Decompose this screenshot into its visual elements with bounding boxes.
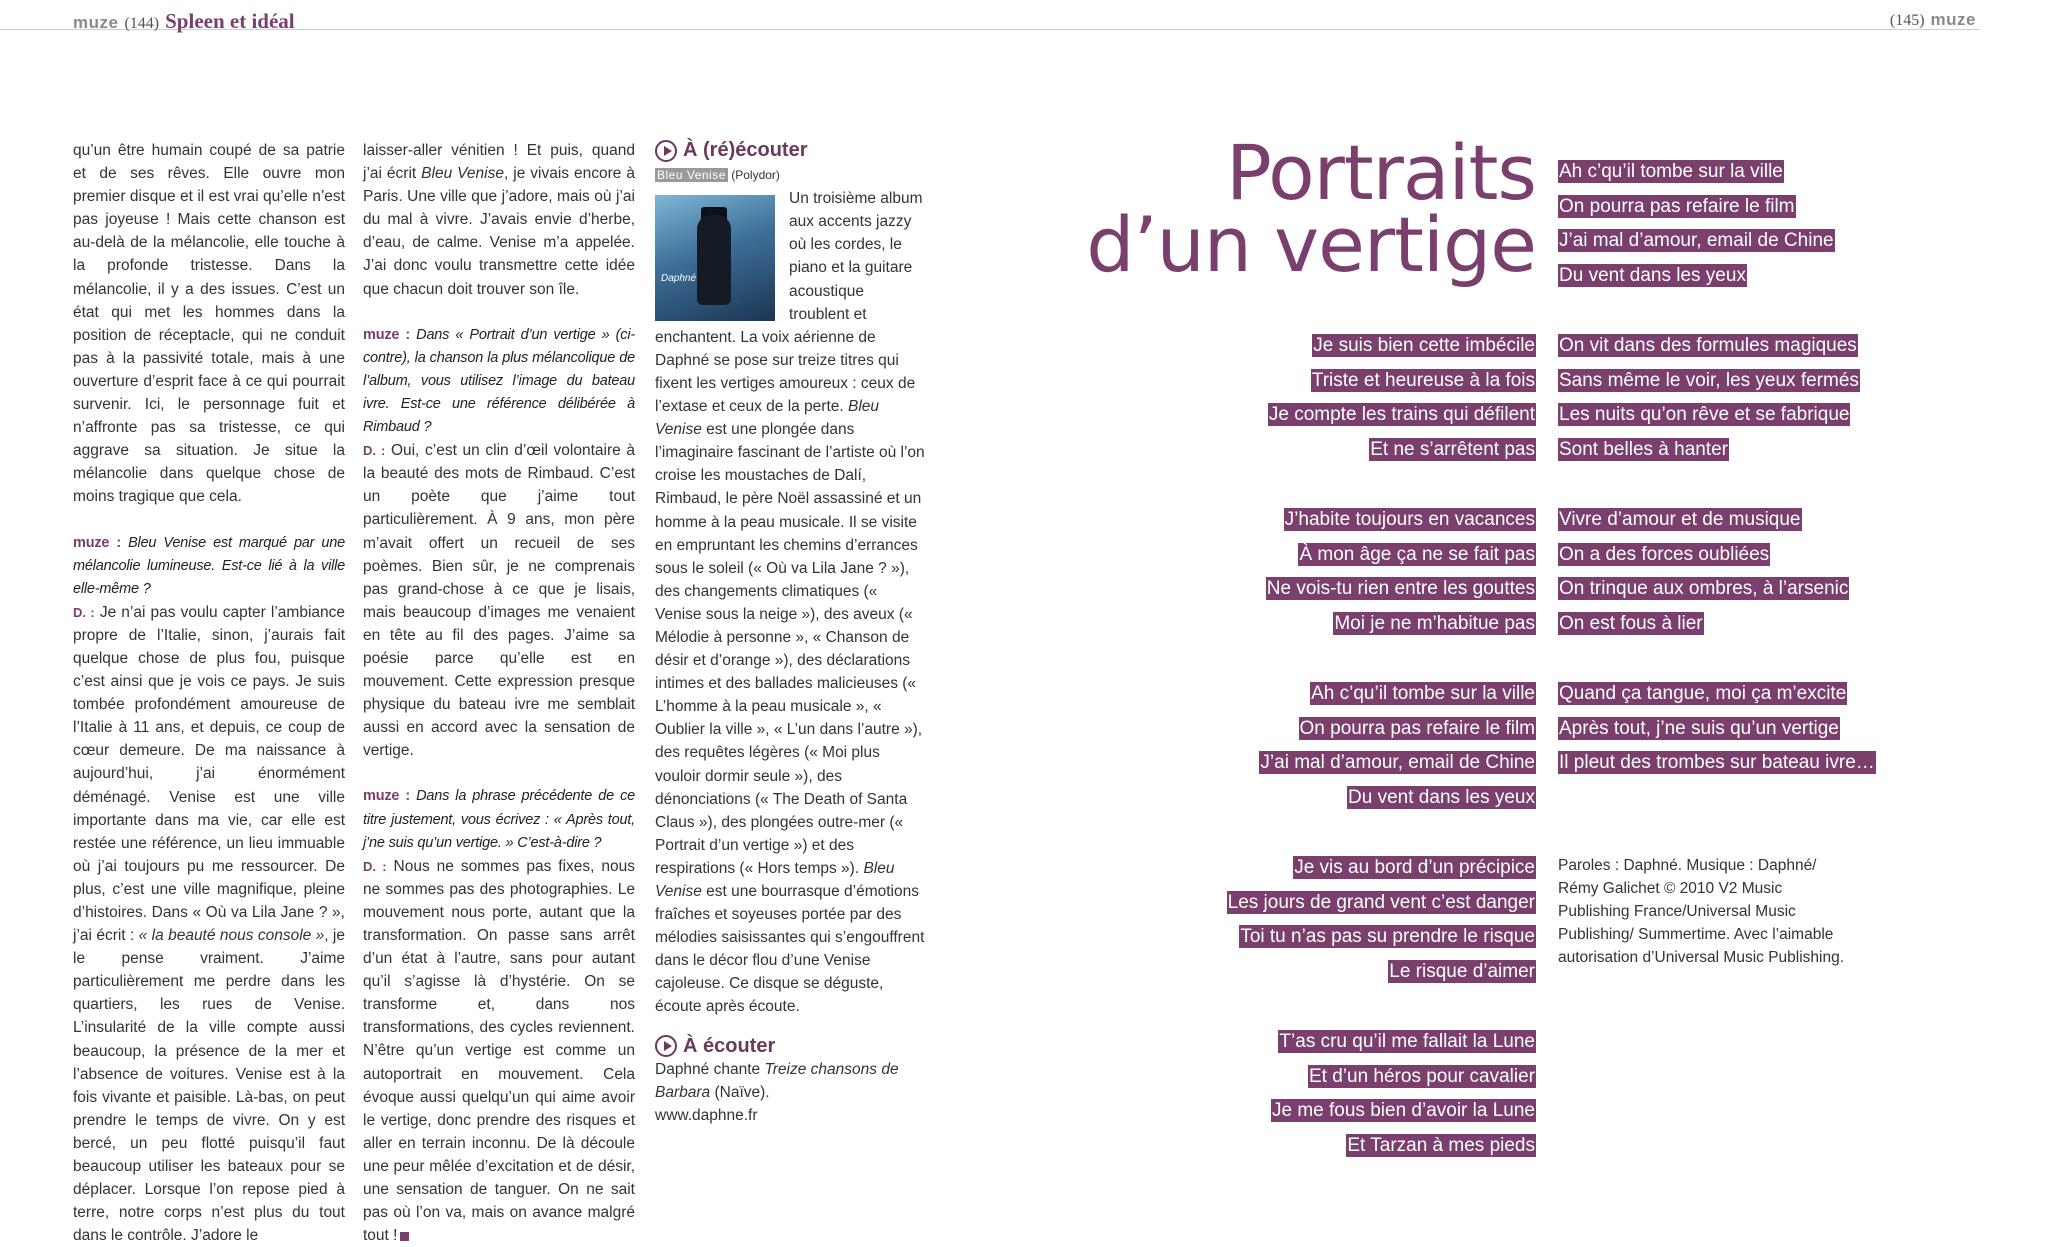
question-text: Dans « Portrait d’un vertige » (ci-contre), la chanson la plus mélancolique de l’album, vous utilisez l’image du bateau ivre. Est-ce une référence délibérée à Rimbaud ?: [363, 326, 635, 436]
lyric-line: Ah c’qu’il tombe sur la ville: [1311, 683, 1535, 704]
interview-answer: [363, 855, 635, 1247]
listen-heading-text: À écouter: [683, 1034, 776, 1057]
stanza-right-2: [1558, 329, 1860, 468]
paragraph-text: laisser-aller vénitien ! Et puis, quand j’ai écrit: [363, 142, 635, 183]
recommendation-text: Daphné chante: [655, 1060, 765, 1078]
lyric-line: À mon âge ça ne se fait pas: [1299, 543, 1535, 565]
listen-recommendation: [655, 1058, 927, 1104]
lyric-line: Il pleut des trombes sur bateau ivre…: [1559, 752, 1875, 774]
website-link[interactable]: www.daphne.fr: [655, 1106, 758, 1124]
paragraph: [363, 139, 635, 301]
lyric-line: J’habite toujours en vacances: [1284, 509, 1535, 530]
album-title-inline: Bleu Venise: [421, 165, 504, 183]
stanza-left-5: [1271, 1025, 1536, 1164]
brand-logo-left: muze: [73, 13, 119, 32]
interview-column-1: [73, 139, 345, 1247]
question-tag: muze :: [73, 534, 121, 551]
page-number-left: (144): [124, 15, 160, 32]
review-text: Un troisième album aux accents jazzy où les cordes, le piano et la guitare acoustique troublent et enchantent. La voix aérienne de Daphné se pose sur treize titres qui fixent les vertiges amoureux : ceux de l’extase et ceux de la perte.: [655, 190, 923, 416]
lyric-line: Et ne s’arrêtent pas: [1370, 439, 1535, 461]
album-cover-image: [655, 195, 775, 321]
lyric-line: J’ai mal d’amour, email de Chine: [1559, 230, 1834, 252]
stanza-right-4: [1558, 677, 1876, 781]
question-text: Dans la phrase précédente de ce titre justement, vous écrivez : « Après tout, j’ne suis qu’un vertige. » C’est-à-dire ?: [363, 788, 635, 851]
end-of-article-mark: [400, 1232, 409, 1241]
interview-question: [363, 785, 635, 854]
lyric-line: On est fous à lier: [1559, 613, 1703, 635]
lyric-line: T’as cru qu’il me fallait la Lune: [1279, 1031, 1535, 1052]
lyric-line: Je me fous bien d’avoir la Lune: [1272, 1100, 1535, 1122]
lyric-line: Triste et heureuse à la fois: [1311, 369, 1535, 391]
lyric-line: Du vent dans les yeux: [1559, 265, 1746, 287]
listen-heading-2: [655, 1035, 927, 1058]
lyric-line: Ah c’qu’il tombe sur la ville: [1559, 161, 1783, 182]
header-left: [73, 9, 295, 34]
cover-figure: [697, 215, 731, 305]
lyric-line: Sans même le voir, les yeux fermés: [1559, 369, 1859, 391]
question-tag: muze :: [363, 326, 411, 343]
listen-heading: [655, 139, 927, 162]
page-number-right: (145): [1889, 12, 1925, 29]
brand-logo-right: muze: [1930, 10, 1976, 29]
section-title: Spleen et idéal: [165, 9, 295, 33]
album-line: [655, 164, 927, 187]
header-rule: [0, 29, 1980, 30]
interview-answer: [73, 601, 345, 1247]
album-label: (Polydor): [731, 168, 780, 183]
lyric-line: Après tout, j’ne suis qu’un vertige: [1559, 717, 1839, 739]
review-text-end: est une bourrasque d’émotions fraîches et soyeuses portée par des mélodies saisissantes qui s’engouffrent dans le décor flou d’une Venise cajoleuse. Ce disque se déguste, écoute après écoute.: [655, 883, 925, 1016]
paragraph-text-continued: , je vivais encore à Paris. Une ville que j’adore, mais où j’ai du mal à vivre. J’avais envie d’herbe, d’eau, de calme. Venise m’a appelée. J’ai donc voulu transmettre cette idée que chacun doit trouver son île.: [363, 165, 635, 298]
cover-signature: Daphné: [661, 273, 697, 285]
recommendation-title: Treize chansons de Barbara: [655, 1060, 899, 1101]
answer-quote: « la beauté nous console »: [138, 927, 325, 945]
lyric-line: Et Tarzan à mes pieds: [1347, 1135, 1535, 1157]
lyrics-title-line-2: d’un vertige: [1086, 200, 1536, 289]
answer-text: Oui, c’est un clin d’œil volontaire à la beauté des mots de Rimbaud. C’est un poète que j’aime tout particulièrement. À 9 ans, mon père m’avait offert un recueil de ses poèmes. Bien sûr, je ne comprenais pas grand-chose à ce que je lisais, mais beaucoup d’images me venaient en tête au fil des pages. J’aime sa poésie parce qu’elle est en mouvement. Cette expression presque physique du bateau ivre me semblait aussi en accord avec la sensation de vertige.: [363, 442, 635, 760]
lyric-line: Les nuits qu’on rêve et se fabrique: [1559, 404, 1850, 426]
play-icon: [655, 1035, 677, 1057]
lyric-line: On pourra pas refaire le film: [1559, 195, 1795, 217]
album-title: Bleu Venise: [657, 168, 726, 183]
lyrics-credits: Paroles : Daphné. Musique : Daphné/ Rémy Galichet © 2010 V2 Music Publishing France/Universal Music Publishing/ Summertime. Avec l’aimable autorisation d’Universal Music Publishing.: [1558, 857, 1845, 967]
lyric-line: On a des forces oubliées: [1559, 543, 1770, 565]
answer-tag: D. :: [363, 443, 386, 459]
listen-sidebar: [655, 139, 927, 1127]
lyric-line: Les jours de grand vent c’est danger: [1227, 891, 1535, 913]
review-album-title-2: Bleu Venise: [655, 859, 895, 900]
lyric-line: On vit dans des formules magiques: [1559, 335, 1857, 356]
lyric-line: Vivre d’amour et de musique: [1559, 509, 1801, 530]
interview-column-2: [363, 139, 635, 1247]
lyric-line: Ne vois-tu rien entre les gouttes: [1266, 578, 1535, 600]
review-album-title: Bleu Venise: [655, 398, 880, 439]
lyric-line: On trinque aux ombres, à l’arsenic: [1559, 578, 1849, 600]
question-text: Bleu Venise est marqué par une mélancolie lumineuse. Est-ce lié à la ville elle-même ?: [73, 534, 345, 597]
answer-text-continued: , je le pense vraiment. J’aime particulièrement me perdre dans les quartiers, les rues de Venise. L’insularité de la ville compte aussi beaucoup, la présence de la mer et l’absence de voitures. Venise est à la fois vivante et paisible. Là-bas, on peut prendre le temps de vivre. On y est bercé, un peu flotté puisqu’il faut beaucoup utiliser les bateaux pour se déplacer. Lorsque l’on repose pied à terre, notre corps n’est plus du tout dans le contrôle. J’adore le: [73, 927, 345, 1245]
answer-text: Nous ne sommes pas fixes, nous ne sommes pas des photographies. Le mouvement nous porte, autant que la transformation. On passe sans arrêt d’un état à l’autre, sans pour autant qu’il s’agisse là d’hystérie. On se transforme et, dans nos transformations, des cycles reviennent. N’être qu’un vertige est comme un autoportrait en mouvement. Cela évoque aussi quelqu’un qui aime avoir le vertige, donc prendre des risques et aller en terrain inconnu. De là découle une peur mêlée d’excitation et de désir, une sensation de tanguer. On ne sait pas où l’on va, mais on avance malgré tout !: [363, 857, 635, 1245]
recommendation-label: (Naïve).: [710, 1083, 770, 1101]
lyric-line: Je suis bien cette imbécile: [1313, 335, 1535, 356]
lyric-line: Je compte les trains qui défilent: [1268, 404, 1535, 426]
lyrics-title-line-1: Portraits: [1226, 128, 1536, 217]
lyric-line: J’ai mal d’amour, email de Chine: [1260, 752, 1535, 774]
lyric-line: On pourra pas refaire le film: [1299, 717, 1535, 739]
lyric-line: Du vent dans les yeux: [1348, 787, 1535, 809]
stanza-right-3: [1558, 503, 1849, 642]
lyric-line: Et d’un héros pour cavalier: [1308, 1065, 1535, 1087]
play-icon: [655, 140, 677, 162]
answer-text: Je n’ai pas voulu capter l’ambiance propre de l’Italie, sinon, j’aurais fait quelque chose de plus fou, puisque c’est ainsi que je vois ce pays. Je suis tombée profondément amoureuse de l’Italie à 11 ans, et depuis, ce coup de cœur demeure. De ma naissance à aujourd’hui, j’ai énormément déménagé. Venise est une ville importante dans ma vie, car elle est restée une référence, un lieu immuable où j’ai toujours pu me ressourcer. De plus, c’est une ville magnifique, pleine d’histoires. Dans « Où va Lila Jane ? », j’ai écrit :: [73, 603, 345, 945]
interview-question: [73, 532, 345, 601]
lyric-line: Je vis au bord d’un précipice: [1294, 857, 1535, 878]
lyric-line: Sont belles à hanter: [1559, 439, 1729, 461]
lyrics-title: [1086, 128, 1536, 289]
stanza-left-1: [1268, 329, 1536, 468]
paragraph: qu’un être humain coupé de sa patrie et de ses rêves. Elle ouvre mon premier disque et il est vrai qu’elle n’est pas joyeuse ! Mais cette chanson est au-delà de la mélancolie, elle touche à la profonde tristesse. Dans la mélancolie, il y a des issues. C’est un état qui met les hommes dans la position de réceptacle, qui ne conduit pas à la passivité totale, mais à une ouverture d’esprit face à ce qui pourrait survenir. Ici, le personnage fuit et n’affronte pas sa tristesse, ce qui aggrave sa situation. Je situe la mélancolie dans quelque chose de moins tragique que cela.: [73, 142, 345, 506]
stanza-right-1: [1558, 155, 1835, 294]
lyric-line: Toi tu n’as pas su prendre le risque: [1240, 926, 1535, 948]
question-tag: muze :: [363, 788, 411, 805]
stanza-left-3: [1259, 677, 1536, 816]
header-right: [1884, 10, 1976, 30]
answer-tag: D. :: [73, 604, 95, 620]
review-text-continued: est une plongée dans l’imaginaire fascinant de l’artiste où l’on croise les moustaches de Dalí, Rimbaud, le père Noël assassiné et un homme à la peau musicale. Il se visite en empruntant les chemins d’errances sous le soleil (« Où va Lila Jane ? »), des changements climatiques (« Venise sous la neige »), des aveux (« Mélodie à personne », « Chanson de désir et d’orange »), des déclarations intimes et des ballades malicieuses (« L’homme à la peau musicale », « Oublier la ville », « L’un dans l’autre »), des requêtes légères (« Moi plus vouloir dormir seule »), des dénonciations (« The Death of Santa Claus »), des plongées outre-mer (« Portrait d’un vertige ») et des respirations (« Hors temps »).: [655, 421, 925, 877]
lyric-line: Le risque d’aimer: [1389, 961, 1535, 983]
interview-question: [363, 324, 635, 439]
lyric-line: Moi je ne m’habitue pas: [1334, 613, 1535, 635]
interview-answer: [363, 439, 635, 762]
listen-heading-text: À (ré)écouter: [683, 139, 808, 161]
stanza-left-4: [1227, 851, 1536, 990]
stanza-left-2: [1266, 503, 1536, 642]
lyric-line: Quand ça tangue, moi ça m’excite: [1559, 683, 1847, 704]
answer-tag: D. :: [363, 858, 387, 874]
